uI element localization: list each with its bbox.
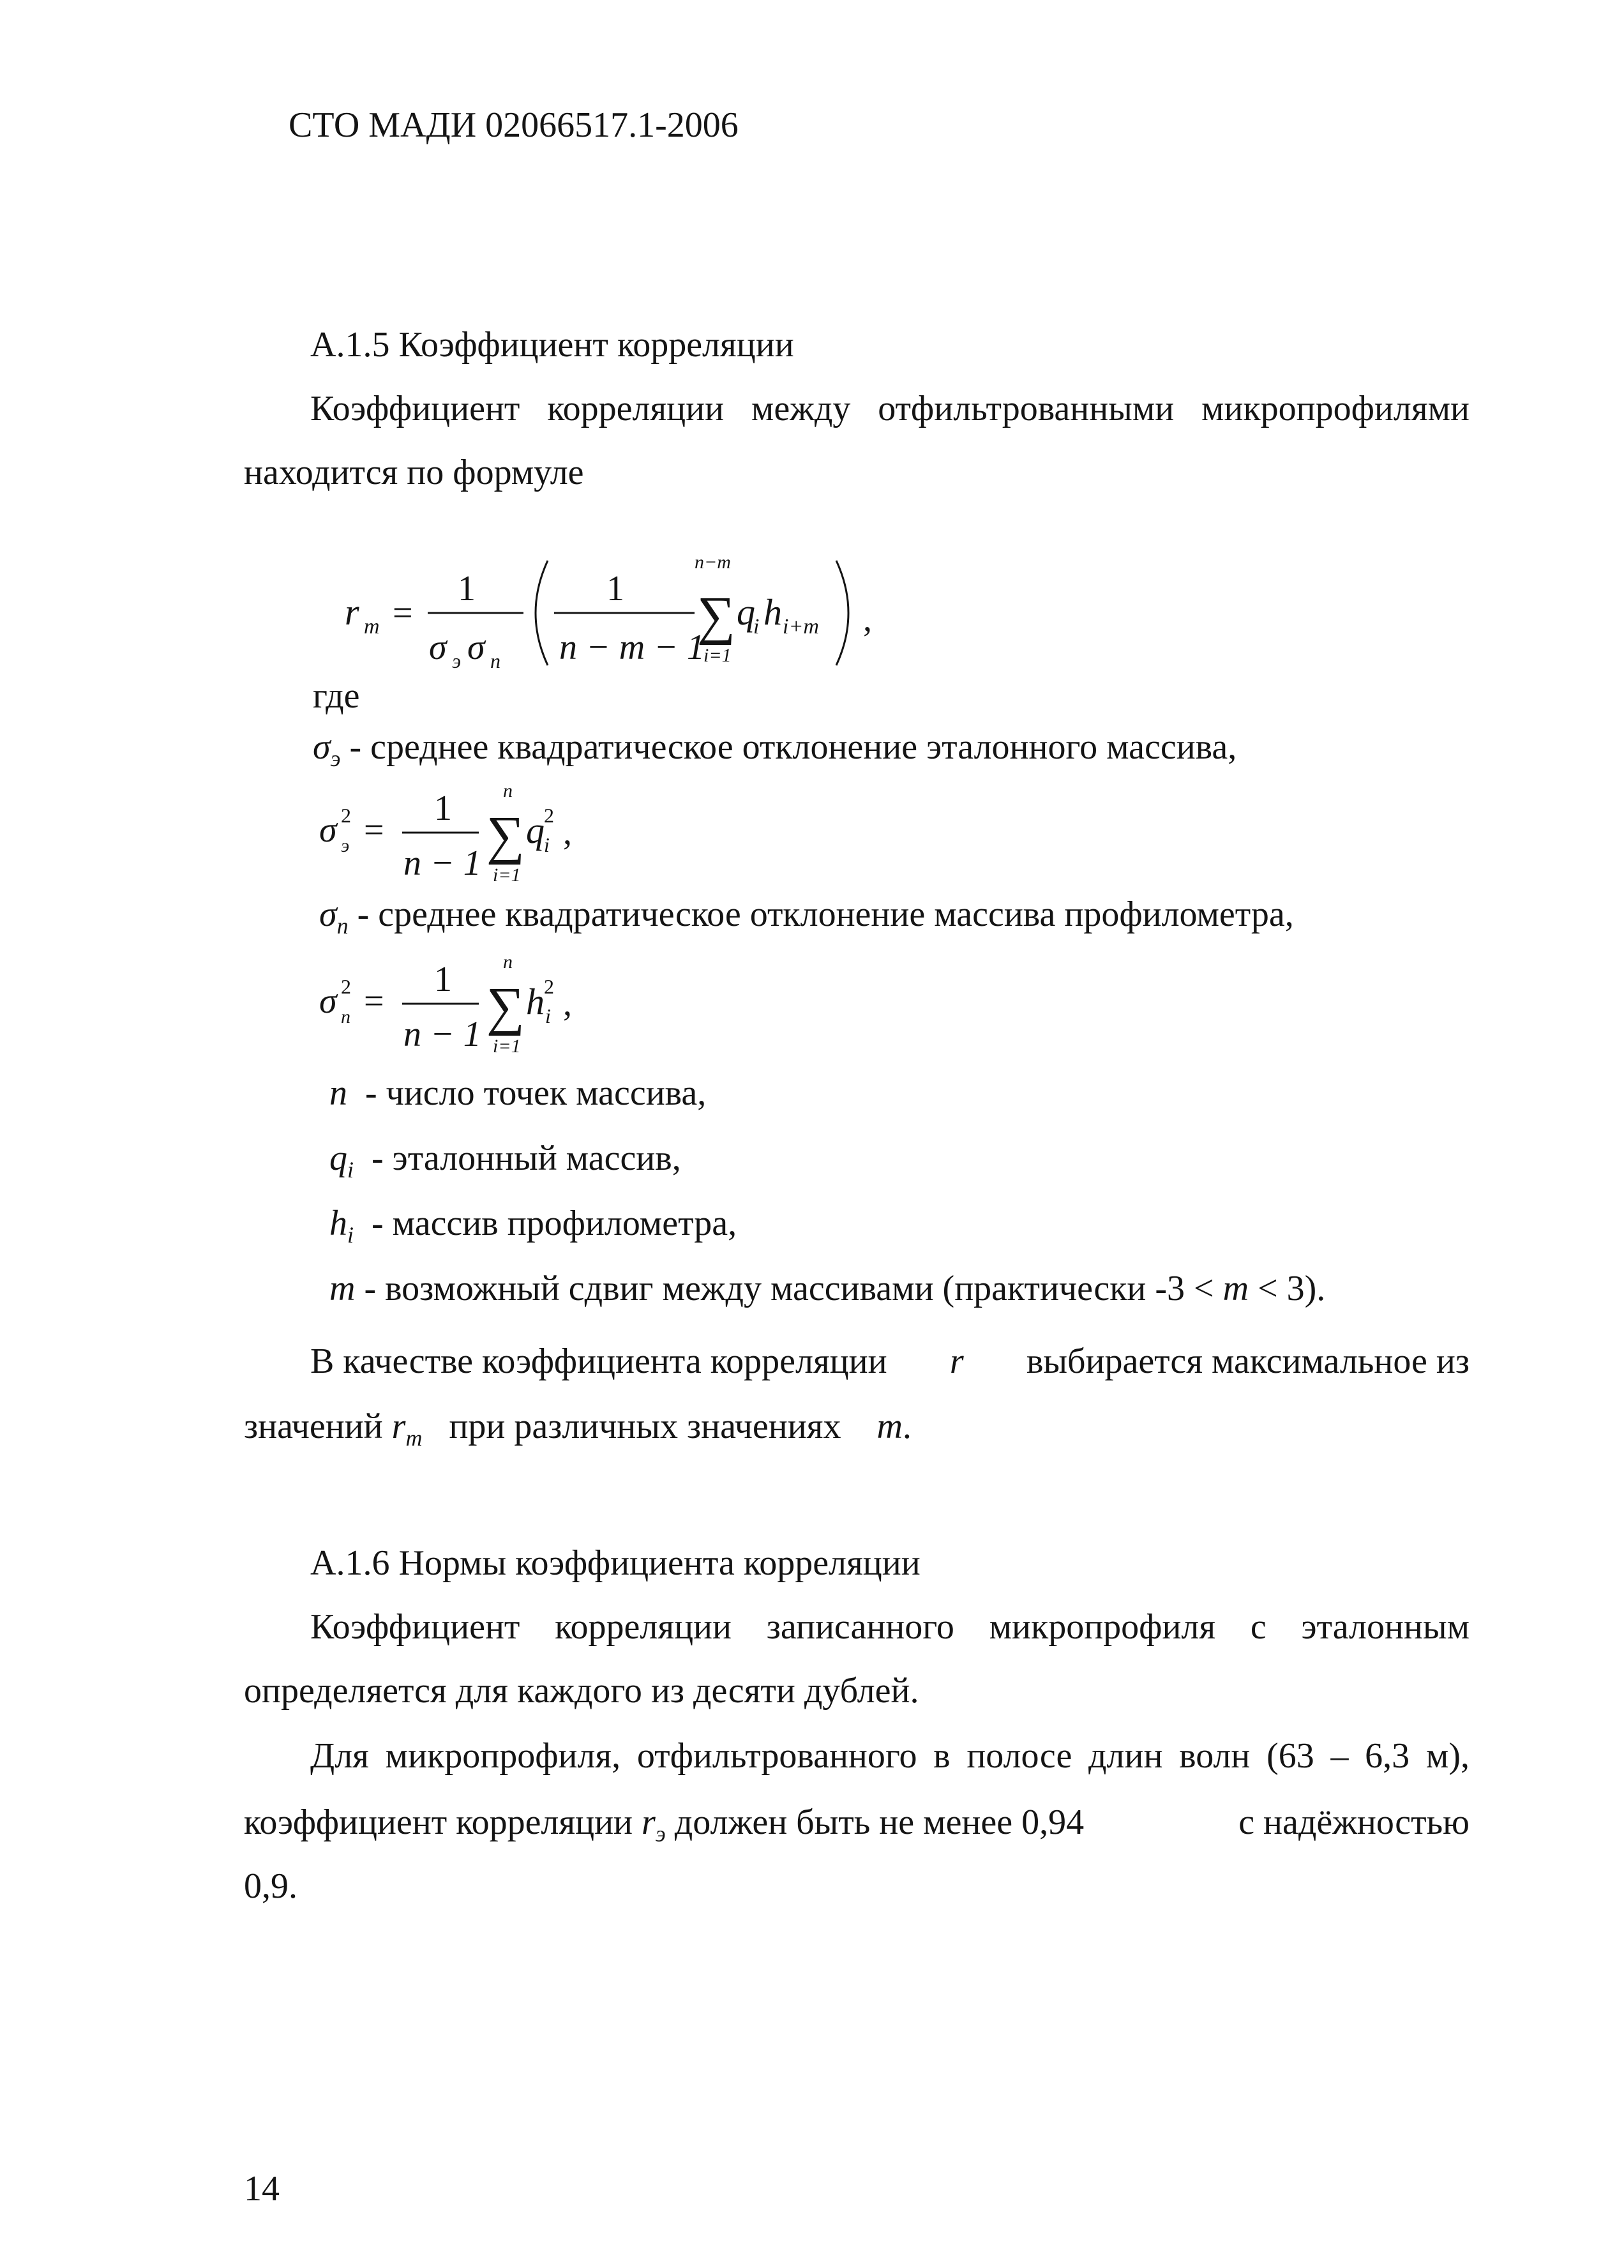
svg-text:2: 2	[341, 804, 351, 827]
symbol-h: h	[329, 1204, 347, 1243]
para2-line-3: 0,9.	[244, 1866, 297, 1906]
formula-h-sub: i+m	[783, 615, 819, 639]
symbol-sigma: σ	[313, 727, 331, 767]
formula-sigma-e: σ	[429, 628, 447, 667]
formula-sigma-p-sub: n	[490, 649, 500, 672]
svg-text:э: э	[341, 835, 350, 856]
def-sigma-p-line	[319, 896, 1294, 937]
svg-text:i: i	[544, 833, 550, 856]
symbol-sub-e: э	[330, 746, 341, 772]
formula-h: h	[763, 591, 782, 633]
svg-text:n − 1: n − 1	[403, 843, 481, 883]
symbol-rm-sub: m	[405, 1425, 423, 1451]
where-label: где	[313, 676, 360, 716]
svg-text:1: 1	[434, 960, 452, 999]
formula-sigma-e-sub: э	[452, 649, 462, 672]
choice-line-1	[310, 1343, 1470, 1379]
choice-line-2-end: .	[902, 1407, 912, 1446]
choice-line-2	[244, 1409, 912, 1449]
symbol-m-inline: m	[1222, 1269, 1249, 1308]
formula-one-a: 1	[458, 569, 476, 609]
symbol-m-choice: m	[876, 1407, 903, 1446]
svg-text:1: 1	[434, 789, 452, 828]
def-q-line	[329, 1140, 681, 1181]
svg-text:n: n	[503, 780, 513, 801]
formula-sigma-p-squared	[313, 949, 670, 1070]
svg-text:∑: ∑	[486, 977, 525, 1036]
svg-text:n: n	[503, 951, 513, 972]
intro-line-2: находится по формуле	[244, 453, 584, 492]
sum-upper-limit: n−m	[695, 552, 731, 573]
def-q-text: - эталонный массив,	[372, 1138, 681, 1178]
paren-left	[536, 561, 548, 665]
formula-rm	[332, 549, 906, 683]
para1-line-2: определяется для каждого из десяти дублей.	[244, 1671, 919, 1711]
svg-text:,: ,	[563, 813, 572, 852]
symbol-m: m	[329, 1269, 356, 1308]
svg-text:h: h	[526, 981, 545, 1022]
symbol-n: n	[329, 1073, 347, 1113]
def-m-end: < 3).	[1258, 1269, 1326, 1308]
symbol-sub-p: n	[336, 913, 349, 939]
svg-text:σ: σ	[319, 810, 337, 850]
svg-text:σ: σ	[319, 981, 337, 1021]
def-sigma-e-line	[313, 729, 1237, 770]
def-n-text: - число точек массива,	[365, 1073, 707, 1113]
symbol-sigma-p: σ	[319, 895, 337, 934]
svg-text:2: 2	[341, 975, 351, 998]
symbol-re: r	[642, 1803, 656, 1842]
symbol-rm: r	[391, 1407, 406, 1446]
sum-lower-limit: i=1	[703, 645, 732, 666]
svg-text:q: q	[526, 810, 545, 851]
page-number: 14	[244, 2169, 280, 2209]
svg-text:i: i	[545, 1004, 551, 1027]
para2-line-2-left	[244, 1804, 1084, 1845]
document-code-header: СТО МАДИ 02066517.1-2006	[289, 105, 739, 145]
def-m-text: - возможный сдвиг между массивами (практически -3 <	[364, 1269, 1214, 1308]
para2-line-2-b: должен быть не менее 0,94	[674, 1803, 1085, 1842]
paren-right	[836, 561, 848, 665]
formula-equals: =	[393, 593, 413, 633]
choice-line-1-b: выбирается максимальное из	[1026, 1342, 1470, 1381]
svg-text:i=1: i=1	[493, 1036, 521, 1057]
para2-line-2-c: с надёжностью	[1238, 1803, 1470, 1842]
choice-line-2-a: значений	[244, 1407, 383, 1446]
formula-sigma-e-squared	[313, 778, 670, 899]
choice-line-1-a: В качестве коэффициента корреляции	[310, 1342, 887, 1381]
svg-text:n − 1: n − 1	[403, 1015, 481, 1054]
svg-text:n: n	[341, 1006, 350, 1027]
formula-sigma-p: σ	[467, 628, 485, 667]
symbol-r: r	[949, 1342, 964, 1381]
svg-text:2: 2	[544, 975, 554, 998]
choice-line-2-b: при различных значениях	[449, 1407, 841, 1446]
svg-text:∑: ∑	[486, 806, 525, 865]
para2-line-2-a: коэффициент корреляции	[244, 1803, 633, 1842]
formula-r-sub-m: m	[364, 615, 380, 639]
def-h-text: - массив профилометра,	[372, 1204, 737, 1243]
svg-text:2: 2	[544, 804, 554, 827]
section-heading-a15: А.1.5 Коэффициент корреляции	[310, 325, 794, 365]
svg-text:i=1: i=1	[493, 865, 521, 886]
def-sigma-p-text: - среднее квадратическое отклонение массива профилометра,	[357, 895, 1294, 934]
formula-q: q	[737, 591, 755, 633]
formula-one-b: 1	[606, 569, 624, 609]
formula-comma: ,	[863, 600, 872, 639]
def-sigma-e-text: - среднее квадратическое отклонение эталонного массива,	[349, 727, 1237, 767]
def-m-line	[329, 1271, 1325, 1306]
symbol-q: q	[329, 1138, 347, 1178]
sum-sign: ∑	[697, 586, 735, 646]
para2-line-2	[244, 1804, 1470, 1845]
formula-denominator: n − m − 1	[559, 628, 705, 667]
svg-text:,: ,	[563, 984, 572, 1024]
symbol-h-sub: i	[347, 1222, 354, 1248]
symbol-re-sub: э	[655, 1821, 666, 1847]
para2-line-1: Для микропрофиля, отфильтрованного в полосе длин волн (63 – 6,3 м),	[310, 1736, 1470, 1776]
def-n-line	[329, 1075, 706, 1111]
formula-r: r	[345, 591, 359, 633]
intro-line-1: Коэффициент корреляции между отфильтрованными микропрофилями	[310, 389, 1470, 428]
section-heading-a16: А.1.6 Нормы коэффициента корреляции	[310, 1543, 921, 1583]
para1-line-1: Коэффициент корреляции записанного микропрофиля с эталонным	[310, 1607, 1470, 1647]
formula-q-sub: i	[753, 615, 760, 639]
symbol-q-sub: i	[347, 1157, 354, 1183]
svg-text:=: =	[364, 810, 384, 850]
def-h-line	[329, 1206, 737, 1246]
svg-text:=: =	[364, 981, 384, 1021]
